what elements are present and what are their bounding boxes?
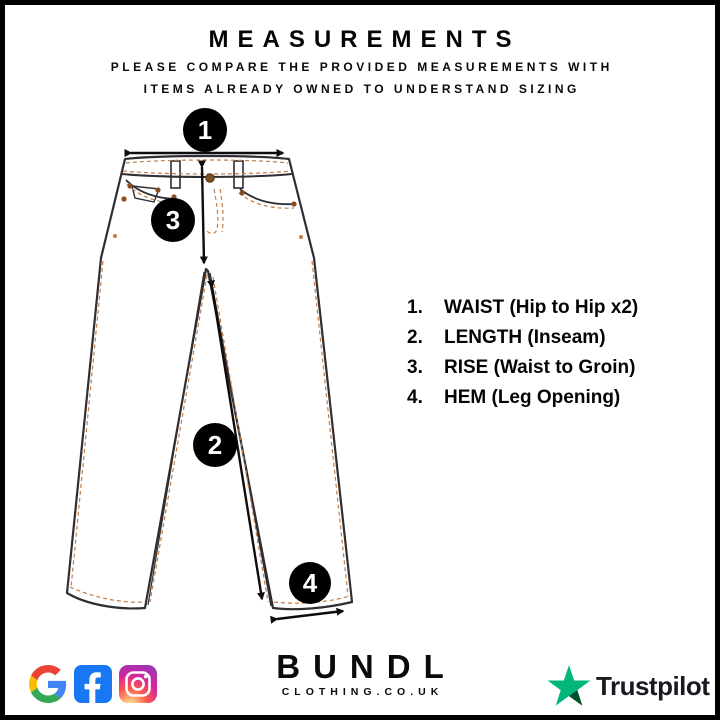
marker-rise-number: 3	[165, 204, 181, 235]
marker-length-number: 2	[207, 429, 223, 460]
marker-hem	[289, 562, 331, 604]
legend-label: HEM (Leg Opening)	[444, 387, 621, 408]
trustpilot-star-icon	[547, 665, 591, 707]
legend-item-hem	[407, 383, 638, 413]
trustpilot-badge[interactable]	[547, 665, 709, 707]
subtitle-line-1: PLEASE COMPARE THE PROVIDED MEASUREMENTS WITH	[110, 60, 613, 74]
legend-number: 2.	[407, 327, 423, 348]
legend-label: LENGTH (Inseam)	[444, 327, 606, 348]
marker-waist	[183, 108, 227, 152]
page-title: MEASUREMENTS	[208, 26, 521, 53]
legend-number: 1.	[407, 297, 423, 318]
marker-rise	[151, 198, 195, 242]
brand-name: BUNDL	[276, 648, 457, 685]
trustpilot-label: Trustpilot	[596, 670, 710, 701]
marker-length	[193, 423, 237, 467]
jeans-outline	[67, 156, 352, 609]
measurement-legend	[407, 293, 638, 413]
legend-label: RISE (Waist to Groin)	[444, 357, 636, 378]
legend-number: 3.	[407, 357, 423, 378]
legend-item-waist	[407, 293, 638, 323]
marker-waist-number: 1	[197, 114, 213, 145]
legend-number: 4.	[407, 387, 423, 408]
legend-item-rise	[407, 353, 638, 383]
legend-item-length	[407, 323, 638, 353]
jeans-diagram	[45, 100, 375, 640]
marker-hem-number: 4	[302, 567, 318, 598]
legend-label: WAIST (Hip to Hip x2)	[444, 297, 639, 318]
brand-domain: CLOTHING.CO.UK	[281, 686, 444, 698]
subtitle-line-2: ITEMS ALREADY OWNED TO UNDERSTAND SIZING	[143, 82, 580, 96]
